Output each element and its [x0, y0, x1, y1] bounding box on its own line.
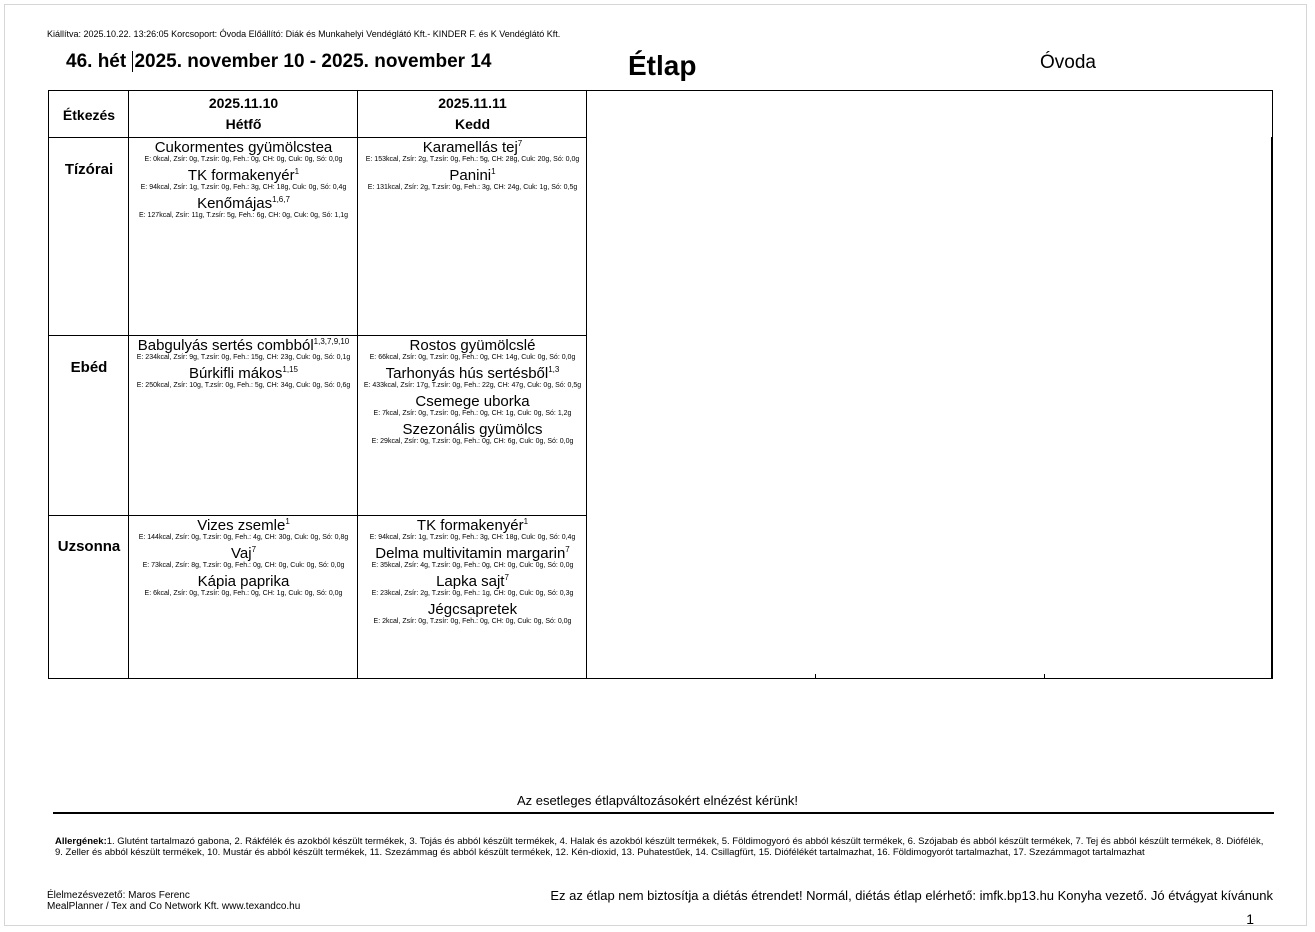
food-item: [359, 337, 586, 362]
day-name: Kedd: [455, 116, 490, 132]
apology-note: Az esetleges étlapváltozásokért elnézést kérünk!: [516, 793, 799, 808]
day-date: 2025.11.11: [438, 95, 507, 111]
food-item: [130, 337, 357, 362]
nutrition-info: E: 234kcal, Zsír: 9g, T.zsír: 0g, Feh.: 15g, CH: 23g, Cuk: 0g, Só: 0,1g: [136, 354, 351, 361]
catering-manager: Élelmezésvezető: Maros Ferenc: [47, 890, 190, 901]
food-item: [359, 517, 586, 542]
food-name: Kápia paprika: [197, 573, 290, 590]
allergen-codes: 1,3,7,9,10: [313, 337, 350, 346]
food-item: [359, 139, 586, 164]
row-divider: [49, 515, 587, 516]
diet-notice: Ez az étlap nem biztosítja a diétás étrendet! Normál, diétás étlap elérhető: imfk.bp13.hu Konyha vezető. Jó étvágyat kívánunk: [550, 888, 1273, 903]
menu-cell-tuesday-tizorai: [358, 139, 587, 334]
food-item: [359, 167, 586, 192]
allergen-legend-text: 1. Glutént tartalmazó gabona, 2. Rákfélék és azokból készült termékek, 3. Tojás és abból készült termékek, 4. Halak és azokból készült termékek, 5. Földimogyoró és abból készült termékek, 6. Szójabab és abból készült termékek, 7. Tej és abból készült termékek, 8. Diófélék, 9. Zeller és abból készült termékek, 10. Mustár és abból készült termékek, 11. Szezámmag és abból készült termékek, 12. Kén-dioxid, 13. Puhatestűek, 14. Csillagfürt, 15. Diófélékét tartalmazhat, 16. Földimogyorót tartalmazhat, 17. Szezámmagot tartalmazhat: [55, 836, 1264, 858]
menu-cell-tuesday-uzsonna: [358, 517, 587, 678]
food-name: Lapka sajt: [436, 573, 505, 590]
allergen-codes: 1,15: [282, 365, 298, 374]
row-divider: [49, 137, 587, 138]
page-title: Étlap: [628, 50, 697, 81]
food-item: [359, 421, 586, 446]
allergen-codes: 1: [491, 167, 496, 176]
allergen-codes: 1: [294, 167, 300, 176]
nutrition-info: E: 94kcal, Zsír: 1g, T.zsír: 0g, Feh.: 3g, CH: 18g, Cuk: 0g, Só: 0,4g: [140, 184, 347, 191]
day-date: 2025.11.10: [208, 95, 279, 111]
footer-divider: [53, 812, 1274, 814]
row-divider: [49, 335, 587, 336]
food-item: [359, 393, 586, 418]
food-item: [359, 601, 586, 626]
food-name: TK formakenyér: [187, 167, 295, 184]
menu-cell-tuesday-ebed: [358, 337, 587, 514]
allergen-legend-label: Allergének:: [55, 836, 107, 847]
nutrition-info: E: 73kcal, Zsír: 8g, T.zsír: 0g, Feh.: 0g, CH: 0g, Cuk: 0g, Só: 0,0g: [142, 562, 345, 569]
allergen-codes: 7: [504, 573, 509, 582]
allergen-codes: 1: [285, 517, 290, 526]
issued-info: Kiállítva: 2025.10.22. 13:26:05 Korcsoport: Óvoda Előállító: Diák és Munkahelyi Vendéglátó Kft.- KINDER F. és K Vendéglátó Kft.: [47, 29, 561, 39]
menu-cell-monday-ebed: [129, 337, 358, 514]
food-name: Babgulyás sertés combból: [137, 337, 314, 354]
nutrition-info: E: 6kcal, Zsír: 0g, T.zsír: 0g, Feh.: 0g, CH: 1g, Cuk: 0g, Só: 0,0g: [144, 590, 343, 597]
food-item: [130, 545, 357, 570]
menu-cell-monday-uzsonna: [129, 517, 358, 678]
allergen-codes: 1,6,7: [272, 195, 290, 204]
day-header-monday: [129, 91, 358, 137]
food-name: Rostos gyümölcslé: [409, 337, 536, 354]
food-item: [130, 139, 357, 164]
menu-table: [48, 90, 1273, 679]
nutrition-info: E: 2kcal, Zsír: 0g, T.zsír: 0g, Feh.: 0g, CH: 0g, Cuk: 0g, Só: 0,0g: [373, 618, 572, 625]
day-name: Hétfő: [225, 116, 262, 132]
food-name: Cukormentes gyümölcstea: [154, 139, 333, 156]
food-item: [359, 573, 586, 598]
age-group: Óvoda: [1040, 52, 1096, 73]
food-name: Csemege uborka: [415, 393, 530, 410]
nutrition-info: E: 23kcal, Zsír: 2g, T.zsír: 0g, Feh.: 1g, CH: 0g, Cuk: 0g, Só: 0,3g: [371, 590, 574, 597]
nutrition-info: E: 153kcal, Zsír: 2g, T.zsír: 0g, Feh.: 5g, CH: 28g, Cuk: 20g, Só: 0,0g: [365, 156, 580, 163]
food-name: Szezonális gyümölcs: [402, 421, 543, 438]
nutrition-info: E: 66kcal, Zsír: 0g, T.zsír: 0g, Feh.: 0g, CH: 14g, Cuk: 0g, Só: 0,0g: [369, 354, 576, 361]
day-header-tuesday: [358, 91, 587, 137]
column-divider: [1271, 137, 1272, 678]
food-name: TK formakenyér: [416, 517, 524, 534]
page-number: 1: [1246, 911, 1254, 927]
menu-cell-monday-tizorai: [129, 139, 358, 334]
meal-label-uzsonna: Uzsonna: [57, 538, 121, 555]
nutrition-info: E: 127kcal, Zsír: 11g, T.zsír: 5g, Feh.: 6g, CH: 0g, Cuk: 0g, Só: 1,1g: [138, 212, 349, 219]
nutrition-info: E: 0kcal, Zsír: 0g, T.zsír: 0g, Feh.: 0g, CH: 0g, Cuk: 0g, Só: 0,0g: [144, 156, 343, 163]
food-item: [359, 545, 586, 570]
footer-credits: [47, 890, 300, 912]
nutrition-info: E: 7kcal, Zsír: 0g, T.zsír: 0g, Feh.: 0g, CH: 1g, Cuk: 0g, Só: 1,2g: [373, 410, 572, 417]
meal-label-ebed: Ebéd: [70, 359, 108, 376]
food-name: Vizes zsemle: [197, 517, 286, 534]
food-item: [359, 365, 586, 390]
food-item: [130, 365, 357, 390]
food-name: Karamellás tej: [422, 139, 518, 156]
food-item: [130, 517, 357, 542]
column-tick: [815, 674, 816, 678]
allergen-codes: 7: [565, 545, 570, 554]
allergen-codes: 7: [251, 545, 257, 554]
meal-column-header: Étkezés: [62, 107, 116, 123]
food-item: [130, 195, 357, 220]
nutrition-info: E: 29kcal, Zsír: 0g, T.zsír: 0g, Feh.: 0g, CH: 6g, Cuk: 0g, Só: 0,0g: [371, 438, 574, 445]
allergen-codes: 1,3: [548, 365, 560, 374]
food-name: Tarhonyás hús sertésből: [385, 365, 549, 382]
nutrition-info: E: 94kcal, Zsír: 1g, T.zsír: 0g, Feh.: 3g, CH: 18g, Cuk: 0g, Só: 0,4g: [369, 534, 576, 541]
food-name: Búrkifli mákos: [189, 365, 283, 382]
nutrition-info: E: 131kcal, Zsír: 2g, T.zsír: 0g, Feh.: 3g, CH: 24g, Cuk: 1g, Só: 0,5g: [367, 184, 578, 191]
nutrition-info: E: 250kcal, Zsír: 10g, T.zsír: 0g, Feh.: 5g, CH: 34g, Cuk: 0g, Só: 0,6g: [136, 382, 351, 389]
meal-label-tizorai: Tízórai: [64, 161, 114, 178]
food-name: Jégcsapretek: [427, 601, 518, 618]
nutrition-info: E: 433kcal, Zsír: 17g, T.zsír: 0g, Feh.: 22g, CH: 47g, Cuk: 0g, Só: 0,5g: [363, 382, 582, 389]
software-credit: MealPlanner / Tex and Co Network Kft. www.texandco.hu: [47, 901, 301, 912]
food-name: Delma multivitamin margarin: [375, 545, 566, 562]
food-name: Kenőmájas: [197, 195, 273, 212]
food-item: [130, 167, 357, 192]
nutrition-info: E: 144kcal, Zsír: 0g, T.zsír: 0g, Feh.: 4g, CH: 30g, Cuk: 0g, Só: 0,8g: [138, 534, 349, 541]
nutrition-info: E: 35kcal, Zsír: 4g, T.zsír: 0g, Feh.: 0g, CH: 0g, Cuk: 0g, Só: 0,0g: [371, 562, 574, 569]
week-heading: [66, 51, 491, 73]
column-tick: [1044, 674, 1045, 678]
week-label: 46. hét: [66, 51, 127, 72]
date-range: 2025. november 10 - 2025. november 14: [134, 51, 492, 72]
allergen-legend: [55, 836, 1270, 858]
food-item: [130, 573, 357, 598]
allergen-codes: 1: [523, 517, 529, 526]
allergen-codes: 7: [517, 139, 523, 148]
food-name: Panini: [449, 167, 492, 184]
food-name: Vaj: [230, 545, 252, 562]
